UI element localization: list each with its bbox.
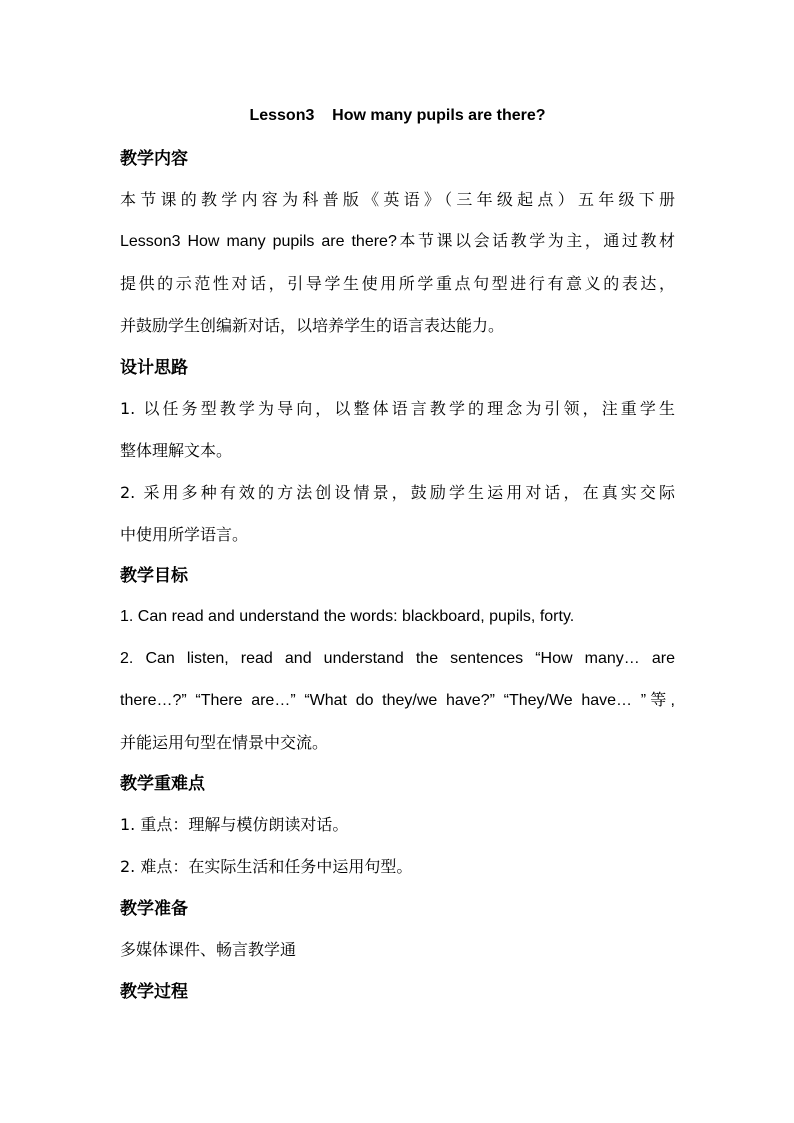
goals-line-4: 并能运用句型在情景中交流。: [120, 733, 329, 752]
content-line-3: 提供的示范性对话，引导学生使用所学重点句型进行有意义的表达，: [120, 274, 675, 293]
section-heading-content: 教学内容: [120, 149, 188, 169]
goals-line-1: 1. Can read and understand the words: blackboard, pupils, forty.: [120, 608, 575, 625]
key-points-line-1: 1. 重点：理解与模仿朗读对话。: [120, 815, 349, 834]
content-line-2: Lesson3 How many pupils are there?本节课以会话教学为主，通过教材: [120, 233, 675, 250]
content-line-1: 本节课的教学内容为科普版《英语》（三年级起点）五年级下册: [120, 190, 675, 209]
design-line-3: 2. 采用多种有效的方法创设情景，鼓励学生运用对话，在真实交际: [120, 483, 675, 502]
goals-line-3: there…?” “There are…” “What do they/we have?” “They/We have… ”等,: [120, 692, 675, 709]
document-title: Lesson3 How many pupils are there?: [249, 107, 546, 124]
section-heading-process: 教学过程: [120, 982, 188, 1002]
key-points-line-2: 2. 难点：在实际生活和任务中运用句型。: [120, 857, 413, 876]
preparation-line-1: 多媒体课件、畅言教学通: [120, 940, 297, 959]
design-line-1: 1. 以任务型教学为导向，以整体语言教学的理念为引领，注重学生: [120, 399, 675, 418]
goals-line-2: 2. Can listen, read and understand the sentences “How many… are: [120, 650, 675, 667]
design-line-4: 中使用所学语言。: [120, 525, 249, 544]
section-heading-preparation: 教学准备: [120, 899, 188, 919]
section-heading-key-points: 教学重难点: [120, 774, 205, 794]
section-heading-design: 设计思路: [120, 358, 188, 378]
section-heading-goals: 教学目标: [120, 566, 188, 586]
content-line-4: 并鼓励学生创编新对话，以培养学生的语言表达能力。: [120, 316, 505, 335]
design-line-2: 整体理解文本。: [120, 441, 233, 460]
